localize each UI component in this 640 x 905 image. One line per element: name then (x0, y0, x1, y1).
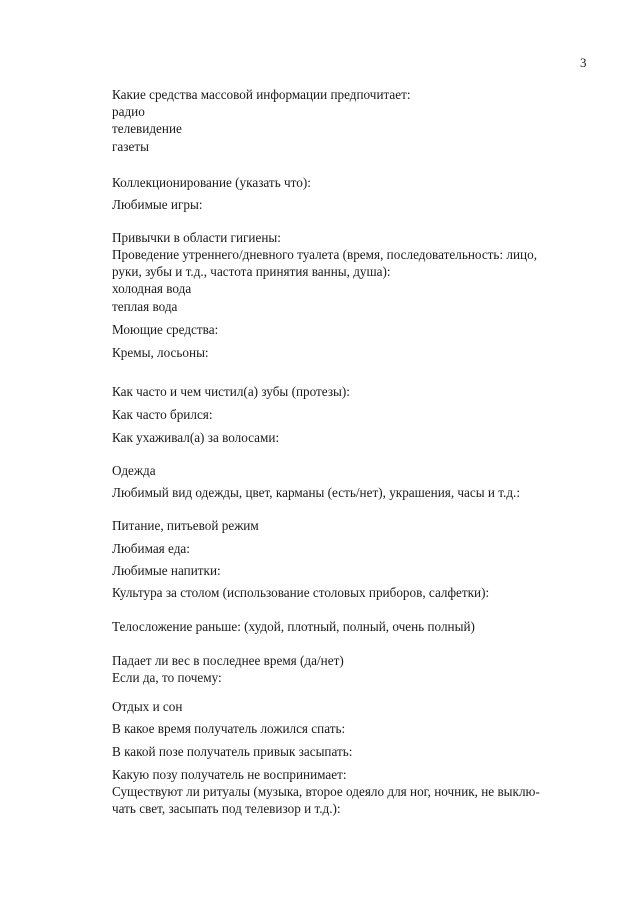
media-option-papers: газеты (112, 139, 149, 154)
hygiene-heading: Привычки в области гигиены: (112, 230, 281, 245)
clothing-heading: Одежда (112, 463, 156, 478)
detergents: Моющие средства: (112, 322, 219, 337)
sleep-pose-question: В какой позе получатель привык засыпать: (112, 744, 353, 759)
disliked-pose: Какую позу получатель не воспринимает: (112, 767, 347, 782)
media-option-tv: телевидение (112, 121, 182, 136)
bedtime-question: В какое время получатель ложился спать: (112, 721, 346, 736)
hair-question: Как ухаживал(а) за волосами: (112, 430, 280, 445)
rituals-line-2: чать свет, засыпать под телевизор и т.д.): (112, 801, 341, 816)
nutrition-heading: Питание, питьевой режим (112, 518, 259, 533)
rituals-line-1: Существуют ли ритуалы (музыка, второе одеяло для ног, ночник, не выклю- (112, 784, 540, 799)
hygiene-line-2: руки, зубы и т.д., частота принятия ванны, душа): (112, 264, 391, 279)
hygiene-line-1: Проведение утреннего/дневного туалета (время, последовательность: лицо, (112, 247, 537, 262)
creams: Кремы, лосьоны: (112, 345, 209, 360)
cold-water: холодная вода (112, 281, 192, 296)
media-question: Какие средства массовой информации предпочитает: (112, 87, 411, 102)
weight-reason: Если да, то почему: (112, 670, 222, 685)
favorite-food: Любимая еда: (112, 541, 190, 556)
clothing-question: Любимый вид одежды, цвет, карманы (есть/нет), украшения, часы и т.д.: (112, 485, 521, 500)
table-manners: Культура за столом (использование столовых приборов, салфетки): (112, 585, 490, 600)
warm-water: теплая вода (112, 299, 178, 314)
favorite-drinks: Любимые напитки: (112, 563, 221, 578)
weight-question: Падает ли вес в последнее время (да/нет) (112, 653, 344, 668)
teeth-question: Как часто и чем чистил(а) зубы (протезы): (112, 384, 350, 399)
collecting-question: Коллекционирование (указать что): (112, 175, 311, 190)
games-question: Любимые игры: (112, 197, 203, 212)
build-question: Телосложение раньше: (худой, плотный, полный, очень полный) (112, 619, 475, 634)
media-option-radio: радио (112, 104, 145, 119)
page-number: 3 (580, 55, 587, 70)
shaving-question: Как часто брился: (112, 407, 213, 422)
rest-heading: Отдых и сон (112, 699, 183, 714)
